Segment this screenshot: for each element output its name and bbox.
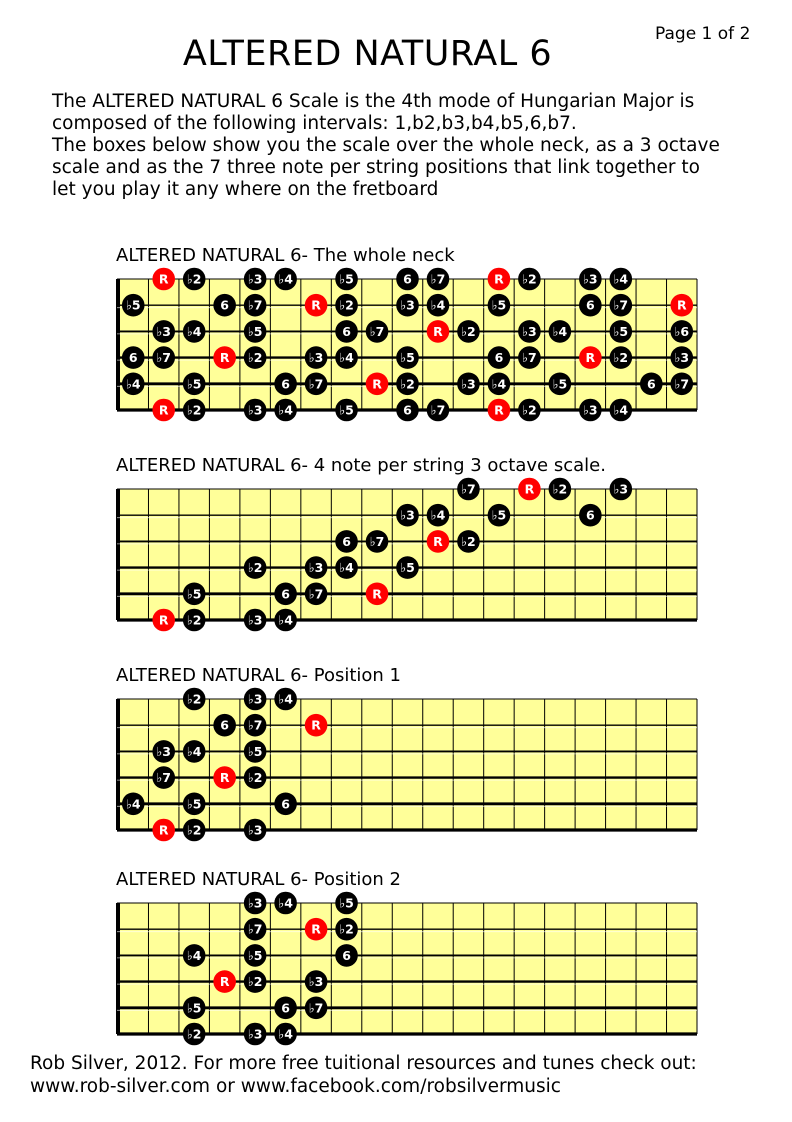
note-label: ♭4: [278, 691, 293, 707]
note-label: 6: [342, 533, 351, 549]
note-label: ♭6: [674, 323, 690, 339]
scale-note: [244, 766, 267, 789]
scale-note: [244, 1023, 267, 1046]
scale-note: [396, 346, 419, 369]
footer-credits: [30, 1052, 697, 1098]
root-note: [518, 478, 541, 501]
note-label: ♭2: [400, 376, 415, 392]
note-label: ♭7: [461, 481, 476, 497]
note-label: ♭3: [247, 612, 263, 628]
scale-note: [549, 320, 572, 343]
scale-note: [183, 268, 206, 291]
scale-note: [335, 320, 358, 343]
note-label: ♭5: [491, 297, 507, 313]
scale-note: [335, 530, 358, 553]
note-label: ♭3: [400, 507, 415, 523]
note-label: R: [372, 376, 382, 392]
footer-line: www.rob-silver.com or www.facebook.com/robsilvermusic: [30, 1076, 561, 1097]
scale-note: [579, 294, 602, 317]
note-label: ♭7: [369, 323, 385, 339]
note-label: ♭5: [339, 895, 354, 911]
scale-note: [244, 892, 267, 915]
scale-note: [213, 714, 236, 737]
scale-note: [335, 268, 358, 291]
note-label: ♭4: [278, 895, 293, 911]
scale-note: [518, 346, 541, 369]
note-label: ♭2: [552, 481, 568, 497]
note-label: ♭2: [613, 350, 629, 366]
root-note: [152, 399, 175, 422]
note-label: ♭2: [247, 350, 263, 366]
footer-line: Rob Silver, 2012. For more free tuitional resources and tunes check out:: [30, 1053, 697, 1074]
note-label: ♭5: [247, 743, 263, 759]
note-label: R: [433, 533, 443, 549]
note-label: ♭5: [186, 586, 202, 602]
intro-line: scale and as the 7 three note per string positions that link together to: [52, 157, 700, 178]
scale-note: [335, 399, 358, 422]
scale-note: [122, 373, 145, 396]
note-label: 6: [220, 717, 230, 733]
scale-note: [274, 373, 297, 396]
note-label: ♭5: [400, 560, 415, 576]
scale-note: [579, 399, 602, 422]
scale-note: [183, 819, 206, 842]
scale-note: [457, 373, 480, 396]
note-label: R: [433, 323, 443, 339]
note-label: 6: [585, 507, 595, 523]
scale-note: [274, 892, 297, 915]
scale-note: [335, 294, 358, 317]
note-label: ♭4: [186, 323, 202, 339]
note-label: ♭3: [522, 323, 537, 339]
fretboard-background: [118, 699, 697, 830]
note-label: ♭4: [125, 796, 141, 812]
note-label: 6: [128, 350, 138, 366]
note-label: ♭2: [247, 770, 263, 786]
scale-note: [122, 346, 145, 369]
scale-note: [427, 399, 450, 422]
note-label: ♭7: [522, 350, 537, 366]
intro-line: composed of the following intervals: 1,b2,b3,b4,b5,6,b7.: [52, 113, 577, 134]
scale-note: [244, 556, 267, 579]
note-label: ♭3: [583, 402, 598, 418]
root-note: [427, 530, 450, 553]
note-label: ♭7: [308, 586, 324, 602]
note-label: ♭7: [674, 376, 690, 392]
note-label: R: [311, 717, 321, 733]
scale-note: [183, 373, 206, 396]
scale-note: [183, 1023, 206, 1046]
scale-note: [396, 504, 419, 527]
root-note: [579, 346, 602, 369]
note-label: ♭2: [186, 271, 202, 287]
scale-note: [244, 944, 267, 967]
note-label: ♭7: [247, 717, 263, 733]
note-label: ♭7: [156, 770, 172, 786]
note-label: ♭7: [613, 297, 629, 313]
note-label: ♭5: [400, 350, 415, 366]
note-label: ♭3: [308, 974, 324, 990]
note-label: ♭3: [400, 297, 415, 313]
scale-note: [244, 346, 267, 369]
note-label: R: [676, 297, 687, 313]
note-label: ♭5: [339, 271, 354, 287]
note-label: R: [494, 402, 504, 418]
note-label: R: [158, 822, 169, 838]
scale-note: [244, 740, 267, 763]
note-label: ♭5: [186, 796, 202, 812]
scale-note: [335, 892, 358, 915]
root-note: [152, 268, 175, 291]
intro-line: The boxes below show you the scale over the whole neck, as a 3 octave: [52, 135, 720, 156]
note-label: 6: [281, 796, 290, 812]
intro-line: let you play it any where on the fretboard: [52, 179, 439, 200]
note-label: ♭7: [247, 297, 263, 313]
scale-note: [244, 399, 267, 422]
scale-note: [305, 997, 328, 1020]
scale-note: [274, 688, 297, 711]
scale-note: [274, 399, 297, 422]
scale-note: [610, 294, 633, 317]
scale-note: [610, 320, 633, 343]
scale-note: [183, 583, 206, 606]
note-label: 6: [403, 402, 412, 418]
scale-note: [579, 268, 602, 291]
note-label: 6: [585, 297, 595, 313]
note-label: ♭3: [156, 323, 172, 339]
diagram-caption-position-1: ALTERED NATURAL 6- Position 1: [116, 665, 402, 686]
note-label: ♭4: [278, 402, 293, 418]
note-label: R: [219, 770, 230, 786]
note-label: 6: [646, 376, 656, 392]
note-label: ♭3: [247, 822, 263, 838]
scale-note: [122, 793, 145, 816]
intro-line: The ALTERED NATURAL 6 Scale is the 4th mode of Hungarian Major is: [52, 91, 695, 112]
scale-note: [274, 1023, 297, 1046]
note-label: 6: [281, 586, 290, 602]
fretboard: [117, 478, 697, 632]
note-label: ♭7: [430, 271, 446, 287]
note-label: ♭2: [522, 402, 537, 418]
scale-note: [335, 944, 358, 967]
root-note: [305, 294, 328, 317]
root-note: [366, 583, 389, 606]
note-label: R: [494, 271, 504, 287]
note-label: ♭2: [461, 323, 476, 339]
note-label: ♭4: [125, 376, 141, 392]
scale-note: [244, 320, 267, 343]
scale-note: [579, 504, 602, 527]
note-label: ♭2: [522, 271, 537, 287]
root-note: [213, 346, 236, 369]
note-label: ♭7: [156, 350, 172, 366]
scale-note: [244, 688, 267, 711]
scale-note: [518, 268, 541, 291]
fretboard: [117, 892, 697, 1046]
scale-note: [244, 609, 267, 632]
scale-note: [518, 320, 541, 343]
note-label: ♭2: [339, 297, 354, 313]
note-label: ♭4: [430, 507, 446, 523]
scale-note: [488, 346, 511, 369]
root-note: [152, 609, 175, 632]
root-note: [213, 970, 236, 993]
note-label: R: [311, 297, 321, 313]
note-label: ♭2: [339, 921, 354, 937]
scale-note: [610, 268, 633, 291]
diagram-caption-position-2: ALTERED NATURAL 6- Position 2: [116, 869, 402, 890]
scale-note: [152, 320, 175, 343]
note-label: ♭2: [186, 402, 202, 418]
root-note: [427, 320, 450, 343]
scale-note: [244, 294, 267, 317]
fretboard: [117, 688, 697, 842]
note-label: 6: [403, 271, 412, 287]
scale-note: [183, 793, 206, 816]
scale-note: [670, 320, 693, 343]
note-label: R: [219, 350, 230, 366]
scale-note: [152, 740, 175, 763]
note-label: ♭3: [461, 376, 476, 392]
note-label: ♭4: [278, 1026, 293, 1042]
note-label: ♭4: [278, 612, 293, 628]
note-label: 6: [281, 1000, 290, 1016]
scale-note: [549, 373, 572, 396]
scale-note: [183, 740, 206, 763]
note-label: ♭4: [552, 323, 568, 339]
note-label: R: [158, 402, 169, 418]
note-label: ♭3: [247, 895, 263, 911]
note-label: ♭5: [491, 507, 507, 523]
note-label: R: [372, 586, 382, 602]
scale-note: [396, 399, 419, 422]
scale-note: [670, 373, 693, 396]
note-label: 6: [220, 297, 230, 313]
scale-note: [183, 399, 206, 422]
note-label: ♭3: [613, 481, 629, 497]
note-label: ♭7: [247, 921, 263, 937]
note-label: ♭2: [186, 691, 202, 707]
note-label: ♭4: [491, 376, 507, 392]
note-label: ♭3: [247, 402, 263, 418]
scale-note: [427, 504, 450, 527]
scale-note: [396, 373, 419, 396]
note-label: ♭4: [186, 947, 202, 963]
scale-note: [244, 918, 267, 941]
scale-note: [183, 609, 206, 632]
scale-note: [183, 320, 206, 343]
scale-note: [366, 530, 389, 553]
scale-note: [670, 346, 693, 369]
root-note: [366, 373, 389, 396]
note-label: 6: [494, 350, 504, 366]
scale-note: [305, 556, 328, 579]
scale-note: [457, 320, 480, 343]
scale-note: [518, 399, 541, 422]
scale-note: [274, 609, 297, 632]
root-note: [152, 819, 175, 842]
note-label: ♭5: [339, 402, 354, 418]
note-label: ♭3: [308, 350, 324, 366]
scale-note: [183, 688, 206, 711]
scale-note: [213, 294, 236, 317]
fretboard-background: [118, 903, 697, 1034]
note-label: ♭5: [186, 376, 202, 392]
scale-note: [427, 294, 450, 317]
note-label: R: [311, 921, 321, 937]
note-label: ♭5: [552, 376, 568, 392]
note-label: 6: [342, 323, 351, 339]
note-label: ♭4: [430, 297, 446, 313]
scale-note: [396, 268, 419, 291]
scale-note: [305, 346, 328, 369]
note-label: ♭4: [613, 402, 629, 418]
note-label: ♭2: [461, 533, 476, 549]
note-label: ♭2: [186, 1026, 202, 1042]
scale-note: [396, 294, 419, 317]
page-title: ALTERED NATURAL 6: [182, 34, 553, 74]
scale-note: [274, 793, 297, 816]
scale-note: [122, 294, 145, 317]
scale-note: [427, 268, 450, 291]
note-label: R: [158, 612, 169, 628]
scale-note: [244, 268, 267, 291]
scale-note: [305, 373, 328, 396]
scale-note: [335, 346, 358, 369]
note-label: R: [219, 974, 230, 990]
scale-note: [396, 556, 419, 579]
scale-note: [457, 478, 480, 501]
scale-note: [640, 373, 663, 396]
note-label: ♭7: [308, 1000, 324, 1016]
note-label: ♭2: [247, 974, 263, 990]
note-label: ♭5: [613, 323, 629, 339]
scale-note: [244, 970, 267, 993]
scale-note: [610, 399, 633, 422]
note-label: 6: [281, 376, 290, 392]
note-label: ♭2: [247, 560, 263, 576]
note-label: ♭4: [613, 271, 629, 287]
page-number: Page 1 of 2: [655, 24, 751, 44]
root-note: [670, 294, 693, 317]
scale-note: [335, 918, 358, 941]
scale-note: [366, 320, 389, 343]
scale-note: [183, 997, 206, 1020]
note-label: ♭5: [186, 1000, 202, 1016]
diagram-caption-3-octave: ALTERED NATURAL 6- 4 note per string 3 octave scale.: [116, 455, 606, 476]
root-note: [305, 714, 328, 737]
note-label: ♭7: [430, 402, 446, 418]
note-label: ♭4: [339, 350, 354, 366]
scale-note: [457, 530, 480, 553]
note-label: R: [158, 271, 169, 287]
scale-note: [305, 970, 328, 993]
scale-note: [488, 294, 511, 317]
note-label: ♭7: [369, 533, 385, 549]
scale-note: [488, 504, 511, 527]
root-note: [488, 268, 511, 291]
fretboard: [117, 268, 697, 422]
diagram-caption-whole-neck: ALTERED NATURAL 6- The whole neck: [116, 245, 455, 266]
note-label: ♭5: [247, 947, 263, 963]
note-label: ♭5: [125, 297, 141, 313]
scale-note: [152, 766, 175, 789]
note-label: ♭2: [186, 822, 202, 838]
note-label: ♭3: [583, 271, 598, 287]
note-label: ♭4: [186, 743, 202, 759]
root-note: [305, 918, 328, 941]
note-label: ♭7: [308, 376, 324, 392]
scale-note: [610, 346, 633, 369]
note-label: ♭4: [278, 271, 293, 287]
note-label: ♭2: [186, 612, 202, 628]
scale-note: [488, 373, 511, 396]
scale-note: [152, 346, 175, 369]
note-label: ♭4: [339, 560, 354, 576]
scale-note: [274, 997, 297, 1020]
scale-note: [274, 268, 297, 291]
scale-note: [244, 714, 267, 737]
root-note: [213, 766, 236, 789]
note-label: 6: [342, 947, 351, 963]
root-note: [488, 399, 511, 422]
note-label: R: [524, 481, 535, 497]
scale-note: [244, 819, 267, 842]
scale-note: [335, 556, 358, 579]
note-label: ♭3: [308, 560, 324, 576]
scale-note: [274, 583, 297, 606]
note-label: R: [585, 350, 596, 366]
scale-note: [305, 583, 328, 606]
note-label: ♭3: [247, 1026, 263, 1042]
note-label: ♭3: [674, 350, 690, 366]
scale-note: [183, 944, 206, 967]
scale-note: [549, 478, 572, 501]
scale-note: [610, 478, 633, 501]
note-label: ♭3: [156, 743, 172, 759]
note-label: ♭3: [247, 691, 263, 707]
note-label: ♭5: [247, 323, 263, 339]
note-label: ♭3: [247, 271, 263, 287]
